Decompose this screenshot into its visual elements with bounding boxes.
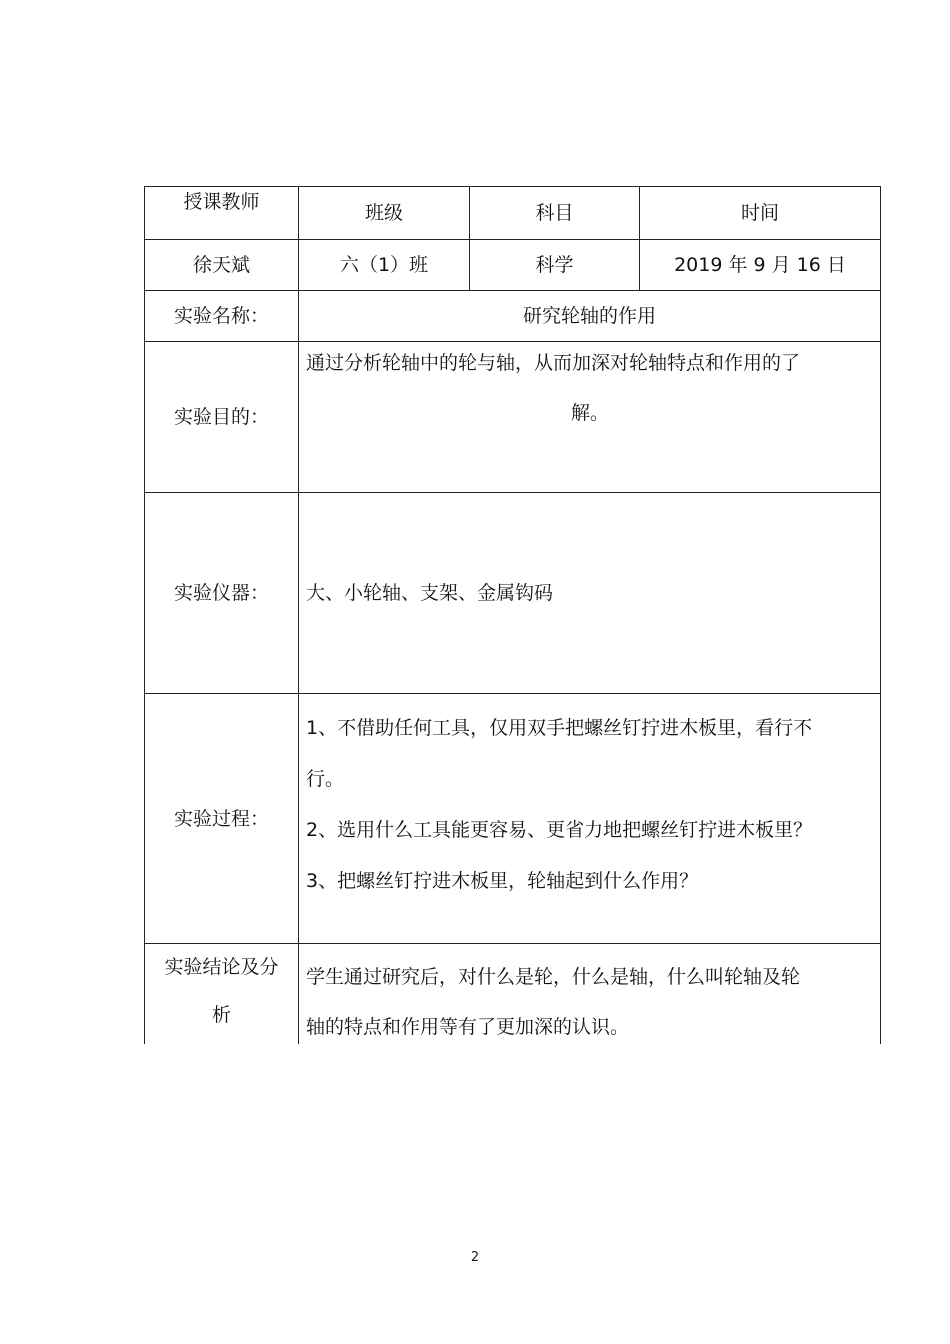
page-number: 2 [470, 1250, 480, 1265]
info-row [145, 240, 881, 291]
header-row [145, 187, 881, 240]
conclusion-cell [299, 944, 881, 1044]
conclusion-line-2: 轴的特点和作用等有了更加深的认识。 [306, 1016, 630, 1038]
class-header: 班级 [299, 187, 470, 240]
process-label: 实验过程： [145, 694, 299, 944]
apparatus-value: 大、小轮轴、支架、金属钩码 [299, 493, 881, 694]
class-value: 六（1）班 [299, 240, 470, 291]
conclusion-label [145, 944, 299, 1044]
process-line-4: 3、把螺丝钉拧进木板里，轮轴起到什么作用？ [306, 870, 699, 892]
experiment-record-sheet [144, 186, 880, 1044]
conclusion-label-line-2: 析 [211, 1004, 231, 1026]
purpose-row [145, 342, 881, 493]
name-label: 实验名称： [145, 291, 299, 342]
conclusion-label-line-1: 实验结论及分 [164, 956, 279, 978]
teacher-header: 授课教师 [145, 187, 299, 240]
apparatus-label: 实验仪器： [145, 493, 299, 694]
process-line-1: 1、不借助任何工具，仅用双手把螺丝钉拧进木板里，看行不 [306, 717, 813, 739]
process-line-3: 2、选用什么工具能更容易、更省力地把螺丝钉拧进木板里？ [306, 819, 813, 841]
process-row [145, 694, 881, 944]
conclusion-row [145, 944, 881, 1044]
purpose-line-1: 通过分析轮轴中的轮与轴，从而加深对轮轴特点和作用的了 [306, 352, 801, 374]
time-header: 时间 [640, 187, 881, 240]
apparatus-row [145, 493, 881, 694]
purpose-label: 实验目的： [145, 342, 299, 493]
subject-header: 科目 [470, 187, 640, 240]
conclusion-line-1: 学生通过研究后，对什么是轮，什么是轴，什么叫轮轴及轮 [306, 966, 801, 988]
process-cell [299, 694, 881, 944]
purpose-line-2: 解。 [570, 402, 609, 424]
experiment-name: 研究轮轴的作用 [299, 291, 881, 342]
name-row [145, 291, 881, 342]
purpose-cell [299, 342, 881, 493]
subject-value: 科学 [470, 240, 640, 291]
teacher-value: 徐天斌 [145, 240, 299, 291]
process-line-2: 行。 [306, 768, 345, 790]
experiment-record-table [144, 186, 881, 1044]
time-value: 2019 年 9 月 16 日 [640, 240, 881, 291]
